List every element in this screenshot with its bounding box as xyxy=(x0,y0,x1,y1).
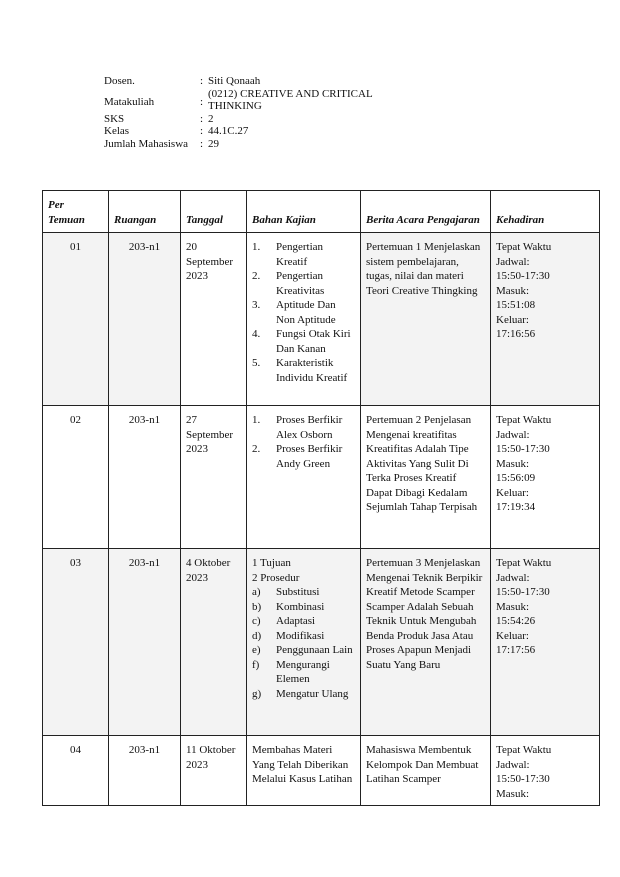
list-item xyxy=(252,327,355,356)
list-item xyxy=(252,629,355,644)
check-in-time: 15:56:09 xyxy=(496,472,536,484)
list-marker: f) xyxy=(252,658,260,671)
list-marker: 2. xyxy=(252,443,261,455)
check-in-time: 15:51:08 xyxy=(496,299,536,311)
list-text: Karakteristik Individu Kreatif xyxy=(276,357,348,384)
list-item xyxy=(252,687,355,702)
attendance-label: Keluar: xyxy=(496,629,529,642)
topic-cell xyxy=(247,549,361,736)
room: 203-n1 xyxy=(109,233,181,406)
attendance-label: Jadwal: xyxy=(496,428,530,441)
info-separator: : xyxy=(200,125,204,137)
course-name: (0212) CREATIVE AND CRITICAL THINKING xyxy=(208,87,373,112)
attendance-cell xyxy=(491,233,600,406)
meeting-number: 04 xyxy=(43,736,109,806)
attendance-label: Masuk: xyxy=(496,600,529,613)
attendance-status: Tepat Waktu xyxy=(496,557,552,569)
list-item xyxy=(252,614,355,629)
list-text: Pengertian Kreatif xyxy=(276,241,324,268)
check-in-time: 15:54:26 xyxy=(496,615,536,627)
info-label: Matakuliah xyxy=(104,95,155,108)
info-label: Dosen. xyxy=(104,75,135,87)
report-text: Mahasiswa Membentuk Kelompok Dan Membuat Latihan Scamper xyxy=(361,736,491,806)
list-marker: 4. xyxy=(252,328,261,340)
room: 203-n1 xyxy=(109,549,181,736)
info-row-students xyxy=(104,138,428,151)
date: 27 September 2023 xyxy=(181,406,247,549)
class-value: 44.1C.27 xyxy=(208,125,249,137)
lecturer-name: Siti Qonaah xyxy=(208,75,261,87)
list-text: Aptitude Dan Non Aptitude xyxy=(276,299,336,326)
topic-list xyxy=(252,413,355,471)
column-header-attendance: Kehadiran xyxy=(491,191,600,233)
list-text: Kombinasi xyxy=(276,600,325,613)
list-marker: d) xyxy=(252,629,262,642)
meeting-number: 01 xyxy=(43,233,109,406)
schedule-time: 15:50-17:30 xyxy=(496,586,550,598)
room: 203-n1 xyxy=(109,406,181,549)
table-row xyxy=(43,736,600,806)
date: 11 Oktober 2023 xyxy=(181,736,247,806)
list-text: Modifikasi xyxy=(276,629,325,642)
list-text: Pengertian Kreativitas xyxy=(276,270,325,297)
student-count: 29 xyxy=(208,137,219,150)
column-header-topic: Bahan Kajian xyxy=(247,191,361,233)
table-row xyxy=(43,406,600,549)
topic-cell xyxy=(247,233,361,406)
list-marker: g) xyxy=(252,687,262,700)
schedule-time: 15:50-17:30 xyxy=(496,270,550,282)
attendance-label: Jadwal: xyxy=(496,255,530,268)
list-marker: 1. xyxy=(252,414,261,426)
list-marker: e) xyxy=(252,644,261,656)
column-header-report: Berita Acara Pengajaran xyxy=(361,191,491,233)
attendance-label: Keluar: xyxy=(496,313,529,326)
list-text: Proses Berfikir Andy Green xyxy=(276,443,343,470)
attendance-status: Tepat Waktu xyxy=(496,744,552,756)
sks-value: 2 xyxy=(208,112,214,125)
report-text: Pertemuan 3 Menjelaskan Mengenai Teknik Berpikir Kreatif Metode Scamper Scamper Adalah Sebuah Teknik Untuk Mengubah Benda Produk Jasa Atau Proses Apapun Menjadi Suatu Yang Baru xyxy=(361,549,491,736)
attendance-label: Masuk: xyxy=(496,284,529,297)
list-marker: 2. xyxy=(252,270,261,282)
topic-text: Membahas Materi Yang Telah Diberikan Melalui Kasus Latihan xyxy=(247,736,361,806)
list-text: Adaptasi xyxy=(276,615,316,627)
schedule-time: 15:50-17:30 xyxy=(496,773,550,785)
topic-heading: 1 Tujuan xyxy=(252,557,291,569)
attendance-label: Jadwal: xyxy=(496,758,530,771)
check-out-time: 17:16:56 xyxy=(496,328,536,340)
column-header-meeting: Per Temuan xyxy=(43,191,109,233)
list-marker: a) xyxy=(252,586,261,598)
attendance-status: Tepat Waktu xyxy=(496,414,552,426)
list-item xyxy=(252,240,355,269)
meeting-number: 03 xyxy=(43,549,109,736)
topic-list xyxy=(252,240,355,385)
attendance-label: Keluar: xyxy=(496,486,529,499)
room: 203-n1 xyxy=(109,736,181,806)
list-marker: 3. xyxy=(252,299,261,311)
check-out-time: 17:17:56 xyxy=(496,644,536,656)
attendance-cell xyxy=(491,549,600,736)
table-header-row xyxy=(43,191,600,233)
attendance-cell xyxy=(491,736,600,806)
report-text: Pertemuan 2 Penjelasan Mengenai kreatifitas Kreatifitas Adalah Tipe Aktivitas Yang Sulit Di Terka Proses Kreatif Dapat Dibagi Kedalam Sejumlah Tahap Terpisah xyxy=(361,406,491,549)
report-text: Pertemuan 1 Menjelaskan sistem pembelajaran, tugas, nilai dan materi Teori Creative Thingking xyxy=(361,233,491,406)
list-marker: b) xyxy=(252,600,262,613)
schedule-time: 15:50-17:30 xyxy=(496,443,550,455)
info-separator: : xyxy=(200,75,204,87)
info-label: Jumlah Mahasiswa xyxy=(104,137,189,150)
attendance-report-table xyxy=(42,190,600,806)
list-item xyxy=(252,643,355,658)
table-row xyxy=(43,233,600,406)
date: 20 September 2023 xyxy=(181,233,247,406)
list-item xyxy=(252,298,355,327)
attendance-label: Jadwal: xyxy=(496,571,530,584)
list-item xyxy=(252,413,355,442)
info-row-class xyxy=(104,125,428,138)
attendance-label: Masuk: xyxy=(496,787,529,800)
attendance-cell xyxy=(491,406,600,549)
attendance-status: Tepat Waktu xyxy=(496,241,552,253)
list-item xyxy=(252,600,355,615)
list-text: Substitusi xyxy=(276,586,320,598)
info-row-sks xyxy=(104,113,428,126)
info-label: SKS xyxy=(104,112,125,125)
column-header-room: Ruangan xyxy=(109,191,181,233)
list-marker: 5. xyxy=(252,357,261,369)
list-item xyxy=(252,442,355,471)
list-item xyxy=(252,585,355,600)
info-row-lecturer xyxy=(104,75,428,88)
column-header-date: Tanggal xyxy=(181,191,247,233)
list-text: Mengurangi Elemen xyxy=(276,658,330,685)
info-separator: : xyxy=(200,112,204,125)
info-label: Kelas xyxy=(104,125,130,137)
list-text: Fungsi Otak Kiri Dan Kanan xyxy=(276,328,351,355)
topic-list xyxy=(252,585,355,701)
course-info xyxy=(104,75,428,150)
info-row-course xyxy=(104,88,428,113)
meeting-number: 02 xyxy=(43,406,109,549)
list-marker: 1. xyxy=(252,241,261,253)
list-marker: c) xyxy=(252,615,261,627)
list-item xyxy=(252,658,355,687)
list-text: Mengatur Ulang xyxy=(276,687,349,700)
list-item xyxy=(252,356,355,385)
date: 4 Oktober 2023 xyxy=(181,549,247,736)
check-out-time: 17:19:34 xyxy=(496,501,536,513)
list-item xyxy=(252,269,355,298)
attendance-label: Masuk: xyxy=(496,457,529,470)
info-separator: : xyxy=(200,95,204,108)
table-row xyxy=(43,549,600,736)
list-text: Proses Berfikir Alex Osborn xyxy=(276,414,343,441)
info-separator: : xyxy=(200,137,204,150)
topic-cell xyxy=(247,406,361,549)
list-text: Penggunaan Lain xyxy=(276,644,353,656)
topic-heading: 2 Prosedur xyxy=(252,571,300,584)
